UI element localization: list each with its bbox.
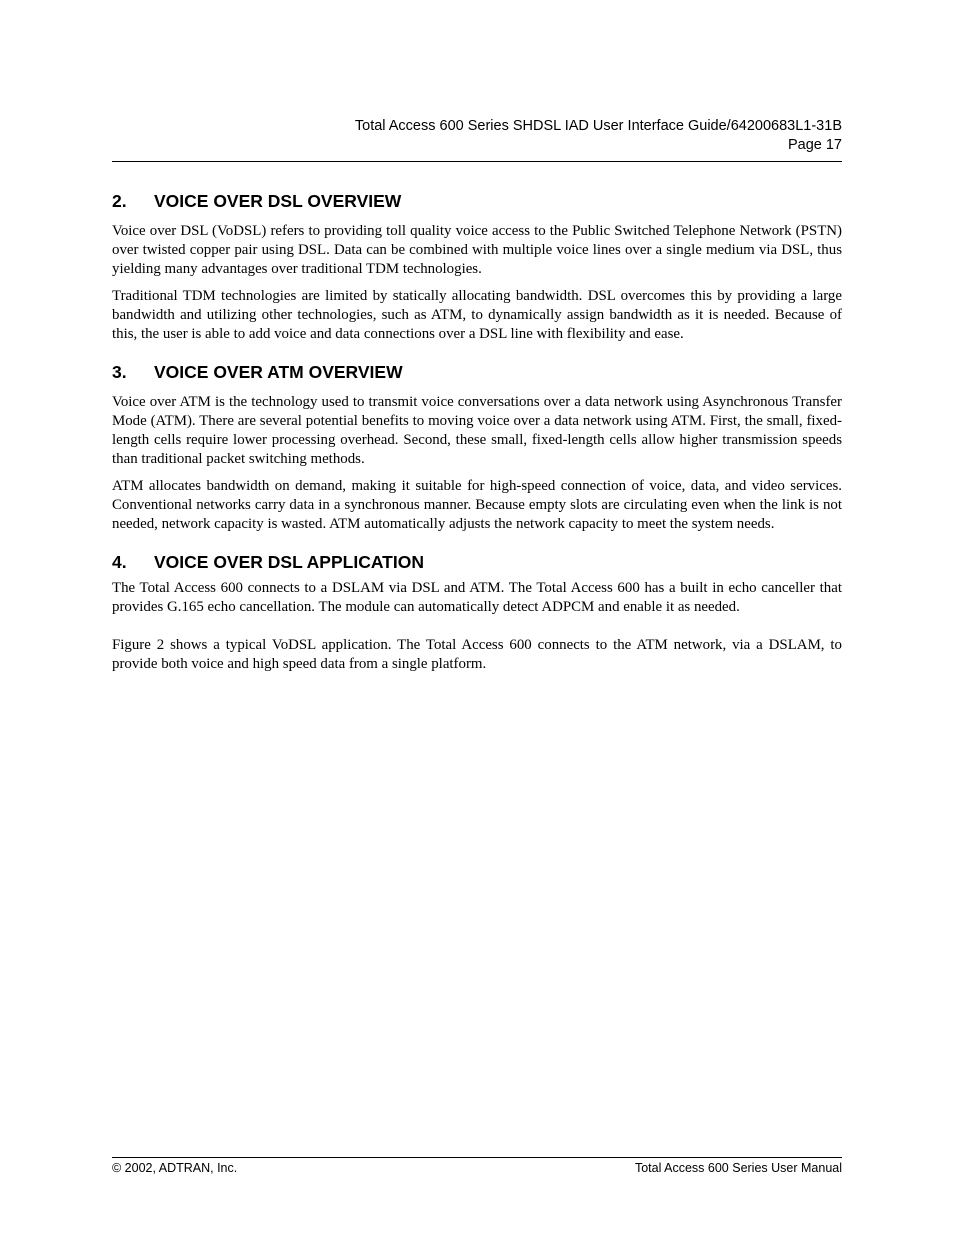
section-voice-over-dsl-overview — [112, 190, 842, 344]
page-header — [112, 117, 842, 155]
page-footer — [112, 1160, 842, 1176]
section-heading — [112, 551, 842, 573]
section-title: VOICE OVER ATM OVERVIEW — [154, 362, 403, 382]
paragraph: Voice over DSL (VoDSL) refers to providing toll quality voice access to the Public Switched Telephone Network (PSTN) over twisted copper pair using DSL. Data can be combined with multiple voice lines over a single medium via DSL, thus yielding many advantages over traditional TDM technologies. — [112, 223, 842, 277]
section-number: 2. — [112, 191, 127, 211]
paragraph: The Total Access 600 connects to a DSLAM via DSL and ATM. The Total Access 600 has a built in echo canceller that provides G.165 echo cancellation. The module can automatically detect ADPCM and enable it as needed. — [112, 580, 842, 615]
section-number: 4. — [112, 552, 127, 572]
paragraph: Voice over ATM is the technology used to transmit voice conversations over a data network using Asynchronous Transfer Mode (ATM). There are several potential benefits to moving voice over a data network using ATM. First, the small, fixed-length cells require lower processing overhead. Second, these small, fixed-length cells allow higher transmission speeds than traditional packet switching methods. — [112, 394, 842, 467]
section-heading — [112, 190, 842, 212]
paragraph: ATM allocates bandwidth on demand, making it suitable for high-speed connection of voice, data, and video services. Conventional networks carry data in a synchronous manner. Because empty slots are circulating even when the link is not needed, network capacity is wasted. ATM automatically adjusts the network capacity to meet the system needs. — [112, 478, 842, 532]
section-voice-over-dsl-application — [112, 551, 842, 674]
section-voice-over-atm-overview — [112, 361, 842, 534]
header-page-number: Page 17 — [787, 137, 842, 153]
footer-manual-title: Total Access 600 Series User Manual — [634, 1161, 842, 1175]
header-divider — [112, 161, 842, 162]
paragraph: Traditional TDM technologies are limited by statically allocating bandwidth. DSL overcomes this by providing a large bandwidth and utilizing other technologies, such as ATM, to dynamically assign bandwidth as it is needed. Because of this, the user is able to add voice and data connections over a DSL line with flexibility and ease. — [112, 288, 842, 342]
footer-copyright: © 2002, ADTRAN, Inc. — [112, 1161, 238, 1175]
section-title: VOICE OVER DSL OVERVIEW — [154, 191, 402, 211]
section-heading — [112, 361, 842, 383]
section-title: VOICE OVER DSL APPLICATION — [154, 552, 424, 572]
header-document-title: Total Access 600 Series SHDSL IAD User Interface Guide/64200683L1-31B — [354, 118, 842, 134]
page-content — [112, 190, 842, 682]
paragraph: Figure 2 shows a typical VoDSL application. The Total Access 600 connects to the ATM network, via a DSLAM, to provide both voice and high speed data from a single platform. — [112, 637, 842, 672]
footer-divider — [112, 1157, 842, 1158]
section-number: 3. — [112, 362, 127, 382]
